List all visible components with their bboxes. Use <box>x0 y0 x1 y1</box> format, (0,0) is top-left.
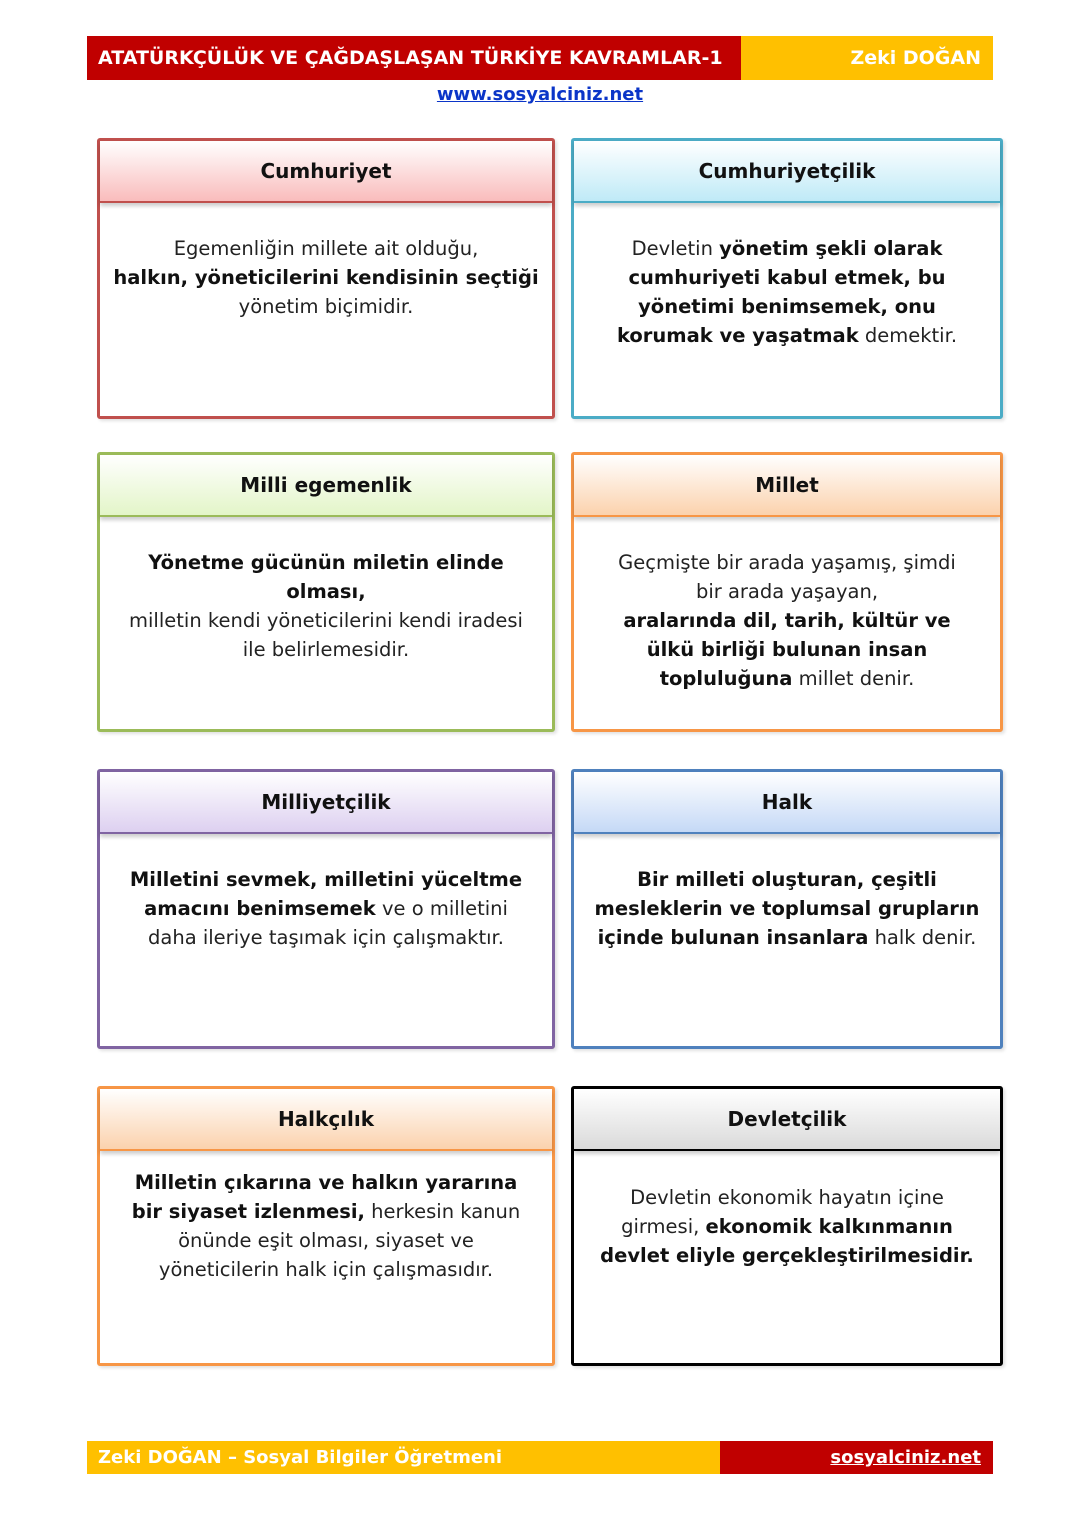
card-text-part: halkın, yöneticilerini kendisinin seçtiği <box>113 266 539 289</box>
card-body <box>100 203 552 321</box>
card-text-part: ve o milletini daha ileriye taşımak için çalışmaktır. <box>148 897 508 949</box>
card-text-part: Devletin ekonomik hayatın içine girmesi, <box>621 1186 944 1238</box>
footer-link[interactable]: sosyalciniz.net <box>720 1441 993 1474</box>
page-footer <box>87 1441 993 1474</box>
card-title: Milliyetçilik <box>100 772 552 834</box>
card-body <box>100 834 552 952</box>
card-body <box>574 834 1000 952</box>
concept-card-devletcilik <box>571 1086 1003 1366</box>
card-title: Halkçılık <box>100 1089 552 1151</box>
card-body <box>574 1151 1000 1270</box>
card-text-part: demektir. <box>864 324 958 347</box>
card-body <box>100 1151 552 1284</box>
card-text-part: yönetim şekli olarak cumhuriyeti kabul etmek, bu yönetimi benimsemek, onu korumak ve yaşatmak <box>616 237 946 347</box>
card-body <box>574 517 1000 693</box>
footer-author: Zeki DOĞAN – Sosyal Bilgiler Öğretmeni <box>87 1441 720 1474</box>
card-title: Millet <box>574 455 1000 517</box>
card-title: Milli egemenlik <box>100 455 552 517</box>
card-text-part: milletin kendi yöneticilerini kendi iradesi ile belirlemesidir. <box>129 609 523 661</box>
card-text-part: Devletin <box>631 237 713 260</box>
card-text-part: yönetim biçimidir. <box>238 295 414 318</box>
card-title: Halk <box>574 772 1000 834</box>
site-link[interactable]: www.sosyalciniz.net <box>436 84 644 105</box>
card-text-part: Bir milleti oluşturan, çeşitli mesleklerin ve toplumsal grupların içinde bulunan insanlara <box>594 868 980 949</box>
card-text-part: herkesin kanun önünde eşit olması, siyaset ve yöneticilerin halk için çalışmasıdır. <box>158 1200 521 1281</box>
concept-card-cumhuriyetcilik <box>571 138 1003 419</box>
page-title: ATATÜRKÇÜLÜK VE ÇAĞDAŞLAŞAN TÜRKİYE KAVRAMLAR-1 <box>87 36 741 80</box>
card-text-part: aralarında dil, tarih, kültür ve ülkü birliği bulunan insan topluluğuna <box>623 609 951 690</box>
concept-card-milliyetcilik <box>97 769 555 1049</box>
card-body <box>100 517 552 664</box>
card-body <box>574 203 1000 350</box>
card-text-part: Milletini sevmek, milletini yüceltme amacını benimsemek <box>129 868 523 920</box>
card-text-part: Yönetme gücünün miletin elinde olması, <box>148 551 504 603</box>
concept-card-milli-egemenlik <box>97 452 555 732</box>
concept-card-halk <box>571 769 1003 1049</box>
concept-card-millet <box>571 452 1003 732</box>
card-text-part: halk denir. <box>874 926 977 949</box>
card-text-part: Geçmişte bir arada yaşamış, şimdi bir arada yaşayan, <box>618 551 956 603</box>
card-text-part: Egemenliğin millete ait olduğu, <box>173 237 479 260</box>
card-title: Cumhuriyet <box>100 141 552 203</box>
card-text-part: millet denir. <box>798 667 915 690</box>
concept-card-halkcilik <box>97 1086 555 1366</box>
concept-card-cumhuriyet <box>97 138 555 419</box>
card-text-part: ekonomik kalkınmanın devlet eliyle gerçekleştirilmesidir. <box>600 1215 974 1267</box>
header-author: Zeki DOĞAN <box>741 36 993 80</box>
card-text-part: Milletin çıkarına ve halkın yararına bir siyaset izlenmesi, <box>131 1171 518 1223</box>
card-title: Devletçilik <box>574 1089 1000 1151</box>
page-header <box>87 36 993 80</box>
card-title: Cumhuriyetçilik <box>574 141 1000 203</box>
